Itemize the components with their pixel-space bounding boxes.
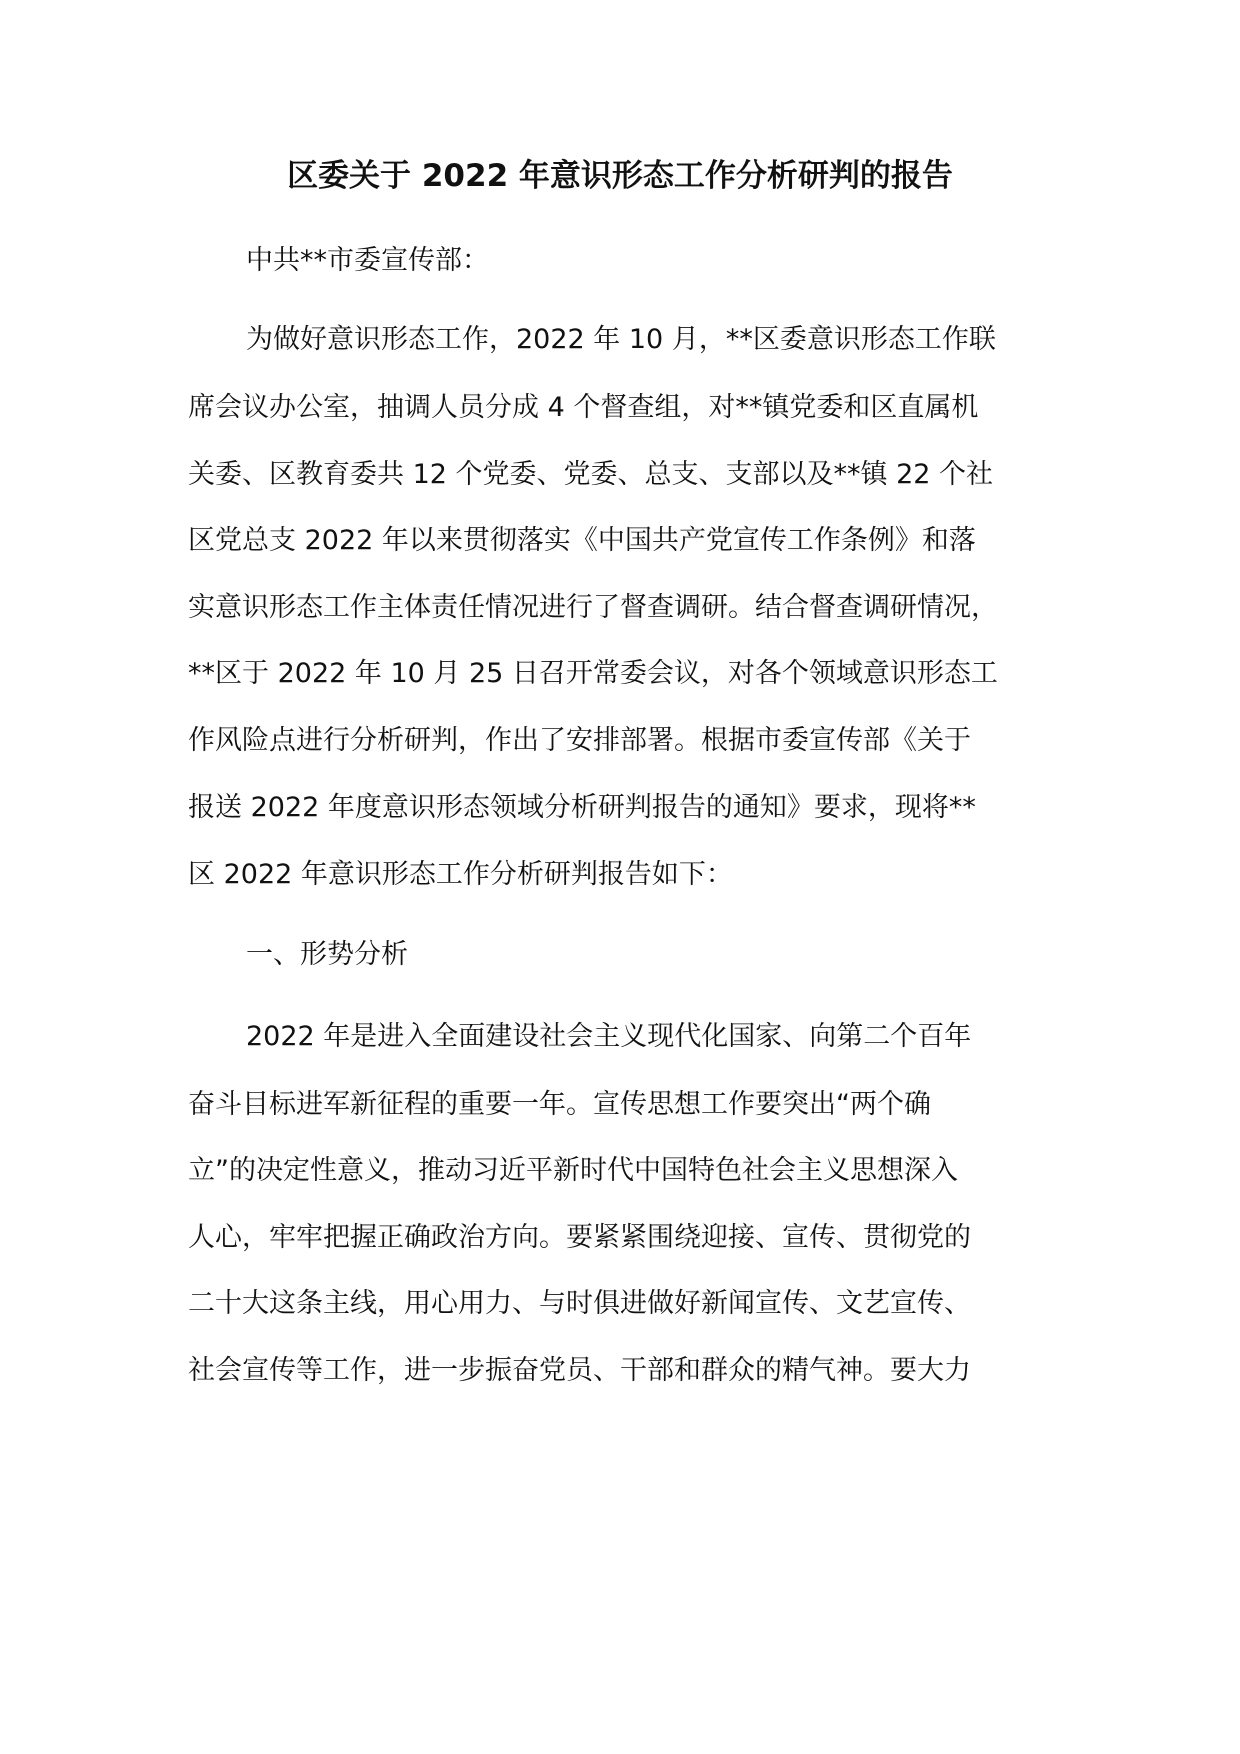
paragraph-line: 区党总支 2022 年以来贯彻落实《中国共产党宣传工作条例》和落: [188, 525, 976, 556]
paragraph-line: 二十大这条主线，用心用力、与时俱进做好新闻宣传、文艺宣传、: [188, 1288, 971, 1319]
paragraph-line: 为做好意识形态工作，2022 年 10 月，**区委意识形态工作联: [246, 324, 996, 355]
paragraph-line: 人心，牢牢把握正确政治方向。要紧紧围绕迎接、宣传、贯彻党的: [188, 1222, 971, 1253]
paragraph-line: 报送 2022 年度意识形态领域分析研判报告的通知》要求，现将**: [188, 792, 976, 823]
salutation: 中共**市委宣传部：: [246, 245, 489, 276]
paragraph-line: 区 2022 年意识形态工作分析研判报告如下：: [188, 859, 733, 890]
paragraph-line: 关委、区教育委共 12 个党委、党委、总支、支部以及**镇 22 个社: [188, 459, 994, 490]
paragraph-line: 社会宣传等工作，进一步振奋党员、干部和群众的精气神。要大力: [188, 1355, 971, 1386]
paragraph-line: 作风险点进行分析研判，作出了安排部署。根据市委宣传部《关于: [188, 725, 971, 756]
section-heading: 一、形势分析: [246, 939, 408, 970]
paragraph-line: 2022 年是进入全面建设社会主义现代化国家、向第二个百年: [246, 1021, 972, 1052]
paragraph-line: 席会议办公室，抽调人员分成 4 个督查组，对**镇党委和区直属机: [188, 392, 979, 423]
paragraph-line: 实意识形态工作主体责任情况进行了督查调研。结合督查调研情况，: [188, 592, 998, 623]
paragraph-line: **区于 2022 年 10 月 25 日召开常委会议，对各个领域意识形态工: [188, 658, 998, 689]
document-title: 区委关于 2022 年意识形态工作分析研判的报告: [287, 158, 953, 194]
paragraph-line: 奋斗目标进军新征程的重要一年。宣传思想工作要突出“两个确: [188, 1089, 931, 1120]
paragraph-line: 立”的决定性意义，推动习近平新时代中国特色社会主义思想深入: [188, 1155, 958, 1186]
